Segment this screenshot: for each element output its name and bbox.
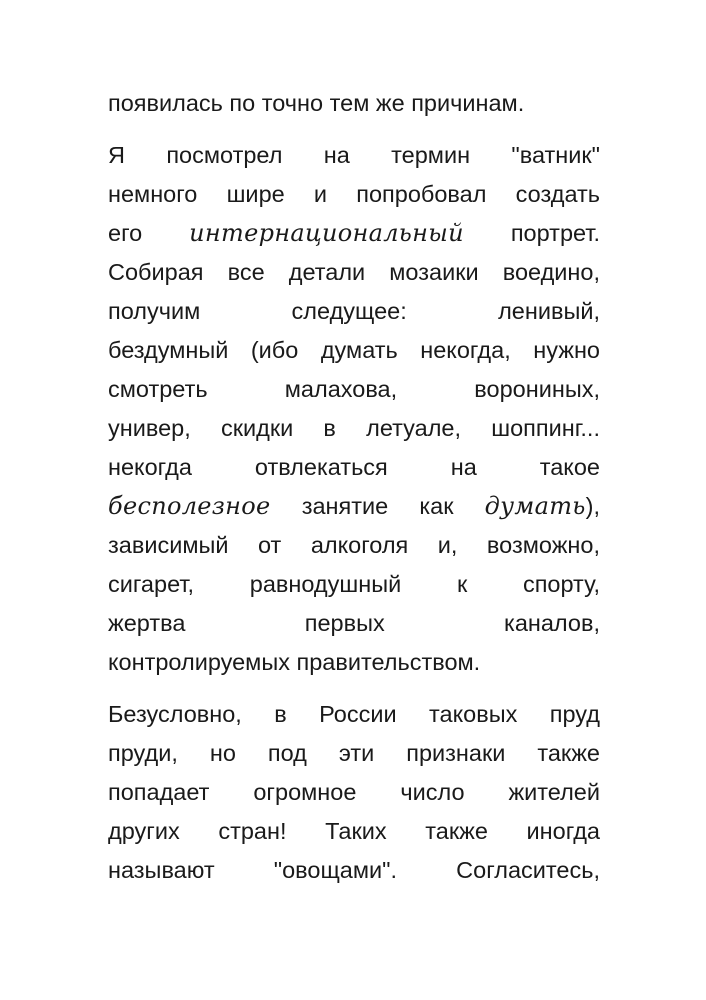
text-segment: универ, скидки в летуале, шоппинг... (108, 415, 600, 441)
text-line (108, 812, 600, 851)
text-segment: Я посмотрел на термин "ватник" (108, 142, 600, 168)
text-line (108, 448, 600, 487)
text-segment: смотреть малахова, ворониных, (108, 376, 600, 402)
text-segment: называют "овощами". Согласитесь, (108, 857, 600, 883)
paragraph-2 (108, 136, 600, 682)
text-segment: контролируемых правительством. (108, 649, 481, 675)
text-line (108, 253, 600, 292)
text-line (108, 643, 600, 682)
text-line (108, 604, 600, 643)
document-page (108, 84, 600, 890)
text-segment: ), (585, 493, 600, 519)
text-segment: немного шире и попробовал создать (108, 181, 600, 207)
text-segment: зависимый от алкоголя и, возможно, (108, 532, 600, 558)
text-segment: получим следущее: ленивый, (108, 298, 600, 324)
text-segment: появилась по точно тем же причинам. (108, 90, 525, 116)
text-segment: занятие как (270, 493, 485, 519)
text-segment: портрет. (463, 220, 600, 246)
italic-emphasis: интернациональный (189, 219, 464, 247)
text-segment: попадает огромное число жителей (108, 779, 600, 805)
text-line (108, 214, 600, 253)
paragraph-1 (108, 84, 600, 123)
text-line (108, 695, 600, 734)
text-line (108, 370, 600, 409)
text-segment: сигарет, равнодушный к спорту, (108, 571, 600, 597)
text-line (108, 84, 600, 123)
text-segment: бездумный (ибо думать некогда, нужно (108, 337, 600, 363)
text-segment: Собирая все детали мозаики воедино, (108, 259, 600, 285)
paragraph-3 (108, 695, 600, 890)
text-line (108, 526, 600, 565)
text-line (108, 487, 600, 526)
italic-emphasis: бесполезное (108, 492, 271, 520)
text-segment: пруди, но под эти признаки также (108, 740, 600, 766)
text-segment: некогда отвлекаться на такое (108, 454, 600, 480)
text-line (108, 175, 600, 214)
text-segment: Безусловно, в России таковых пруд (108, 701, 600, 727)
text-line (108, 773, 600, 812)
text-segment: других стран! Таких также иногда (108, 818, 600, 844)
text-line (108, 331, 600, 370)
text-segment: его (108, 220, 190, 246)
italic-emphasis: думать (484, 492, 586, 520)
text-line (108, 292, 600, 331)
text-line (108, 409, 600, 448)
text-line (108, 734, 600, 773)
text-line (108, 565, 600, 604)
text-line (108, 136, 600, 175)
text-segment: жертва первых каналов, (108, 610, 600, 636)
text-line (108, 851, 600, 890)
